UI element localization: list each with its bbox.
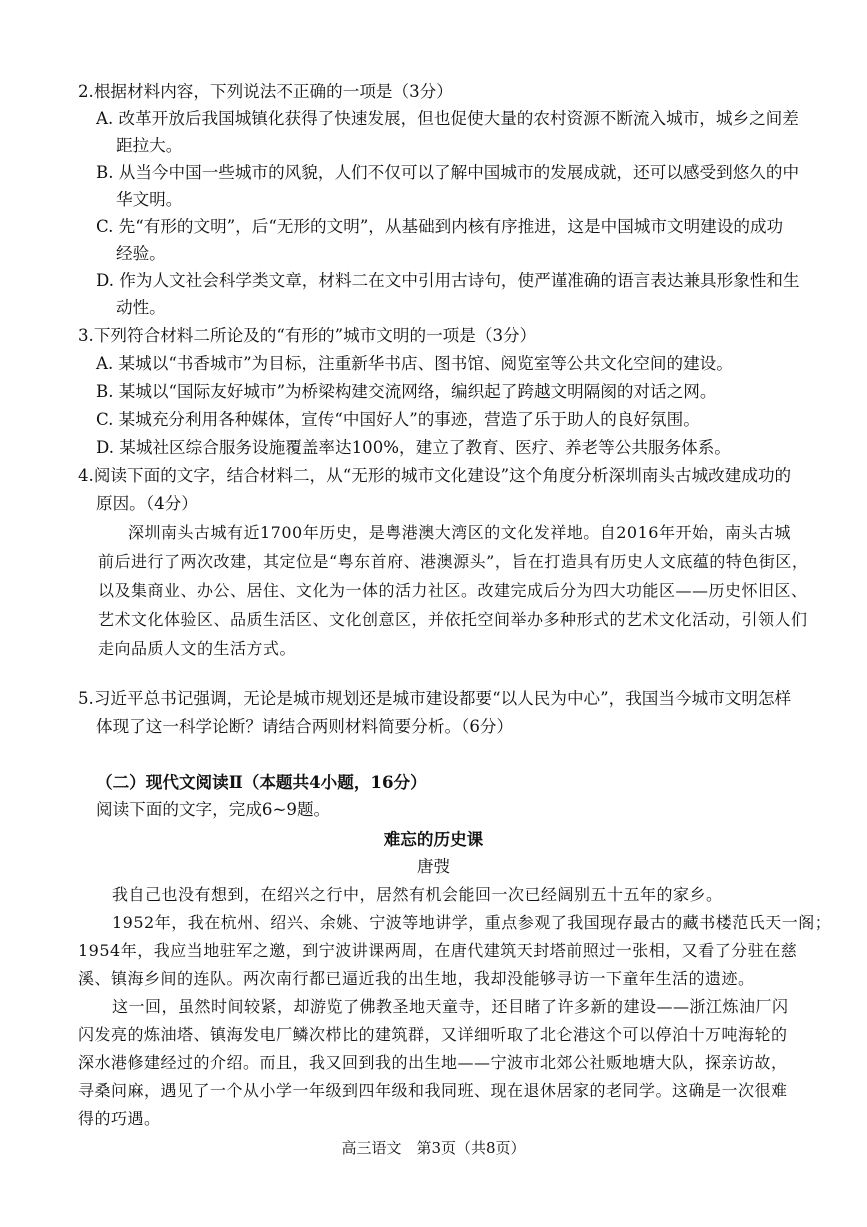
question-3-option-c: C. 某城充分利用各种媒体，宣传“中国好人”的事迹，营造了乐于助人的良好氛围。: [96, 410, 700, 429]
question-4-passage-line: 以及集商业、办公、居住、文化为一体的活力社区。改建完成后分为四大功能区——历史怀旧区、: [98, 581, 808, 600]
question-4-passage-line: 深圳南头古城有近1700年历史，是粤港澳大湾区的文化发祥地。自2016年开始，南头古城: [128, 523, 791, 542]
passage-title: 难忘的历史课: [383, 829, 484, 849]
question-2-stem: 2.根据材料内容，下列说法不正确的一项是（3分）: [78, 82, 453, 101]
question-3-option-d: D. 某城社区综合服务设施覆盖率达100%，建立了教育、医疗、养老等公共服务体系。: [96, 438, 731, 457]
passage-line: 我自己也没有想到，在绍兴之行中，居然有机会能回一次已经阔别五十五年的家乡。: [112, 885, 723, 904]
passage-line: 1952年，我在杭州、绍兴、余姚、宁波等地讲学，重点参观了我国现存最古的藏书楼范氏天一阁；: [112, 913, 832, 932]
section-heading: （二）现代文阅读Ⅱ（本题共4小题，16分）: [96, 772, 427, 792]
question-5-stem-cont: 体现了这一科学论断？请结合两则材料简要分析。（6分）: [96, 717, 514, 736]
page-footer: 高三语文 第3页（共8页）: [341, 1139, 526, 1157]
question-2-option-d: D. 作为人文社会科学类文章，材料二在文中引用古诗句，使严谨准确的语言表达兼具形象性和生: [96, 271, 800, 290]
question-2-option-d-cont: 动性。: [116, 298, 166, 317]
passage-line: 得的巧遇。: [78, 1109, 161, 1128]
question-3-option-b: B. 某城以“国际友好城市”为桥梁构建交流网络，编织起了跨越文明隔阂的对话之网。: [96, 382, 717, 401]
question-3-option-a: A. 某城以“书香城市”为目标，注重新华书店、图书馆、阅览室等公共文化空间的建设。: [96, 354, 733, 373]
question-3-stem: 3.下列符合材料二所论及的“有形的”城市文明的一项是（3分）: [78, 326, 537, 345]
passage-line: 这一回，虽然时间较紧，却游览了佛教圣地天童寺，还目睹了许多新的建设——浙江炼油厂闪: [112, 997, 789, 1016]
question-2-option-b: B. 从当今中国一些城市的风貌，人们不仅可以了解中国城市的发展成就，还可以感受到悠久的中: [96, 163, 800, 182]
passage-author: 唐弢: [416, 857, 451, 876]
question-4-passage-line: 艺术文化体验区、品质生活区、文化创意区，并依托空间举办多种形式的艺术文化活动，引领人们: [98, 610, 808, 629]
question-4-passage-line: 走向品质人文的生活方式。: [98, 639, 297, 658]
question-5-stem: 5.习近平总书记强调，无论是城市规划还是城市建设都要“以人民为中心”，我国当今城市文明怎样: [78, 689, 792, 708]
section-instruction: 阅读下面的文字，完成6~9题。: [96, 800, 331, 819]
question-4-passage-line: 前后进行了两次改建，其定位是“粤东首府、港澳源头”，旨在打造具有历史人文底蕴的特色街区，: [98, 552, 809, 571]
question-4-stem: 4.阅读下面的文字，结合材料二，从“无形的城市文化建设”这个角度分析深圳南头古城改建成功的: [78, 466, 792, 485]
passage-line: 深水港修建经过的介绍。而且，我又回到我的出生地——宁波市北郊公社贩地塘大队，探亲访故，: [78, 1053, 788, 1072]
question-4-stem-cont: 原因。（4分）: [96, 494, 198, 513]
passage-line: 闪发亮的炼油塔、镇海发电厂鳞次栉比的建筑群，又详细听取了北仑港这个可以停泊十万吨海轮的: [78, 1025, 788, 1044]
question-2-option-a-cont: 距拉大。: [116, 136, 183, 155]
passage-line: 寻桑问麻，遇见了一个从小学一年级到四年级和我同班、现在退休居家的老同学。这确是一次很难: [78, 1081, 788, 1100]
passage-line: 1954年，我应当地驻军之邀，到宁波讲课两周，在唐代建筑天封塔前照过一张相，又看了分驻在慈: [78, 941, 798, 960]
question-2-option-a: A. 改革开放后我国城镇化获得了快速发展，但也促使大量的农村资源不断流入城市，城乡之间差: [96, 109, 799, 128]
question-2-option-c: C. 先“有形的文明”，后“无形的文明”，从基础到内核有序推进，这是中国城市文明建设的成功: [96, 217, 784, 236]
question-2-option-c-cont: 经验。: [116, 244, 166, 263]
question-2-option-b-cont: 华文明。: [116, 190, 183, 209]
passage-line: 溪、镇海乡间的连队。两次南行都已逼近我的出生地，我却没能够寻访一下童年生活的遗迹。: [78, 969, 755, 988]
